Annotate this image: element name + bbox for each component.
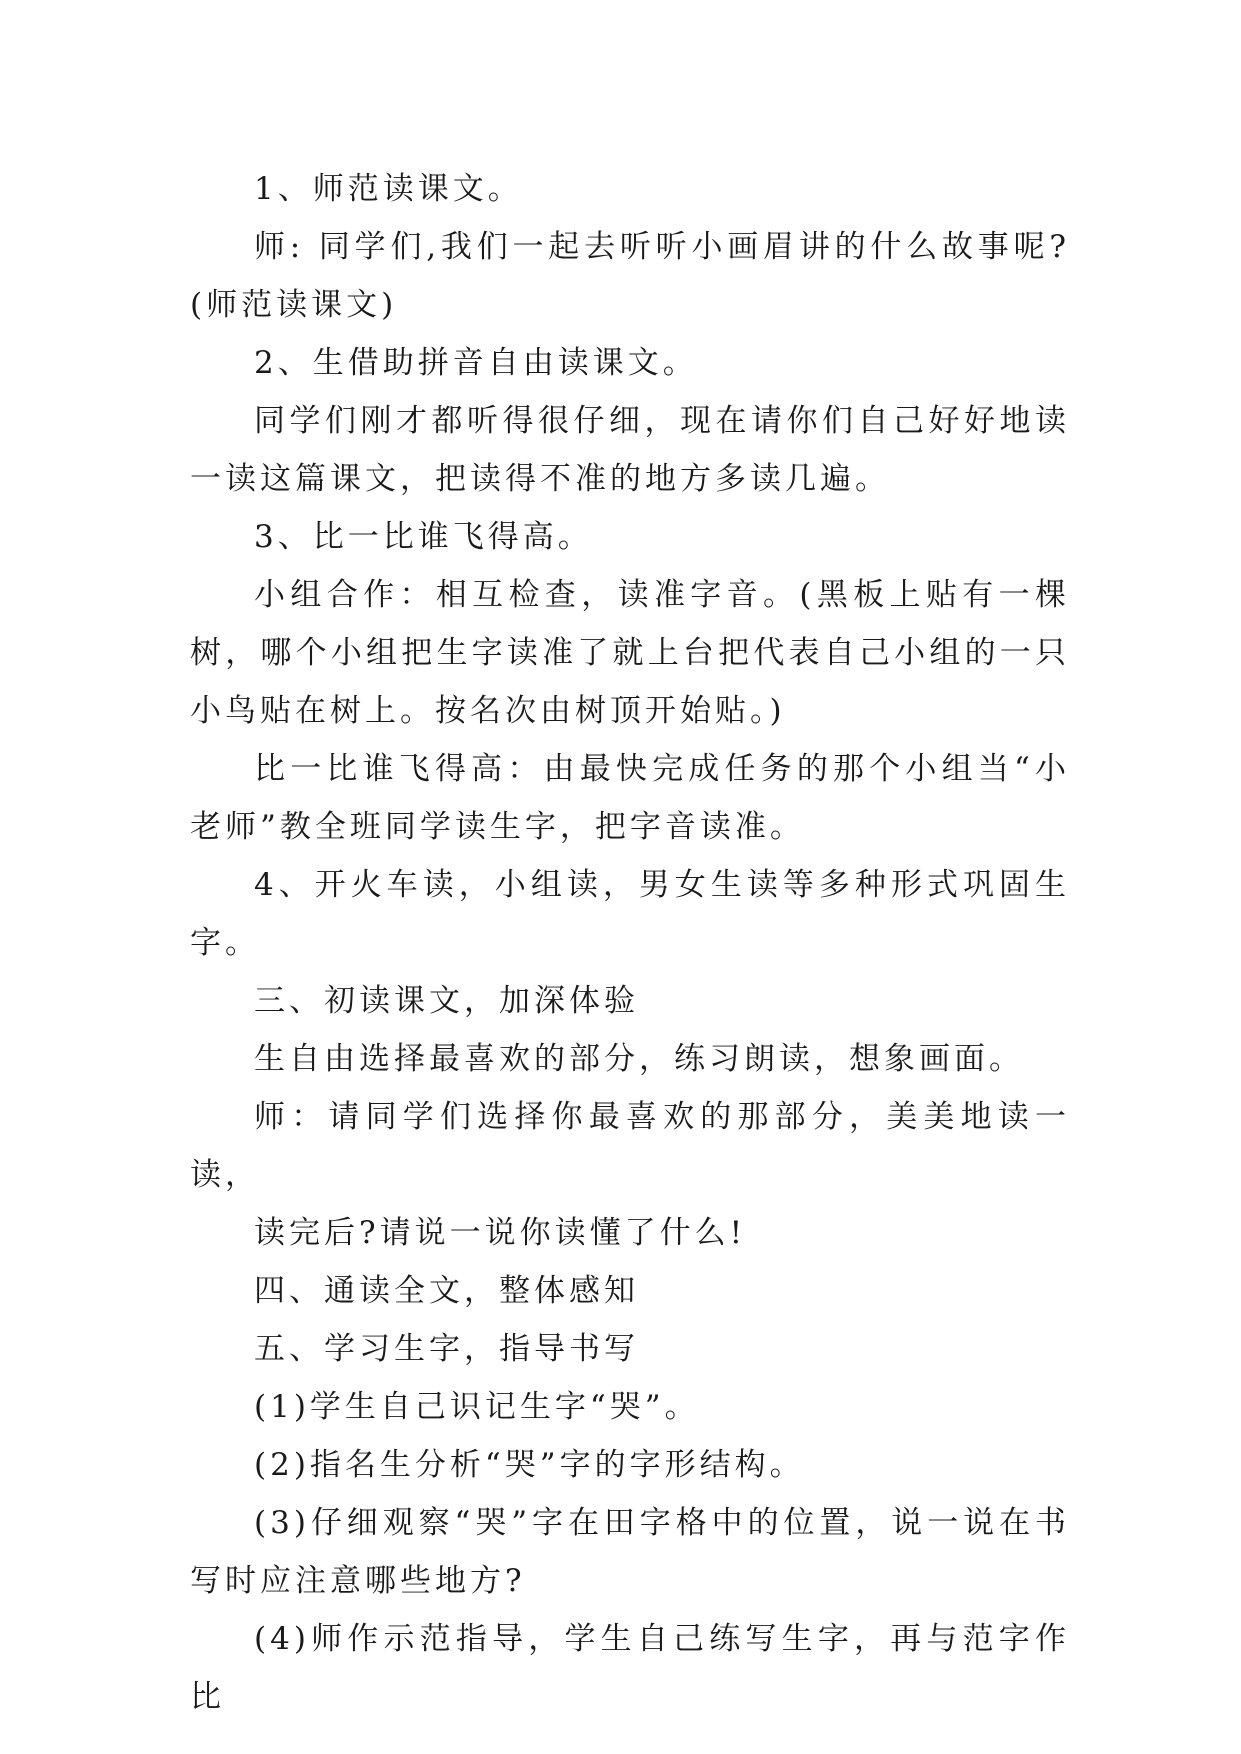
- paragraph: 3、比一比谁飞得高。: [254, 519, 593, 555]
- paragraph: (2)指名生分析“哭”字的字形结构。: [254, 1447, 805, 1483]
- section-heading: 四、通读全文，整体感知: [254, 1273, 639, 1309]
- paragraph: 4、开火车读，小组读，男女生读等多种形式巩固生字。: [190, 867, 1070, 961]
- paragraph: 师: 同学们,我们一起去听听小画眉讲的什么故事呢?(师范读课文): [190, 229, 1070, 323]
- paragraph: 读完后?请说一说你读懂了什么!: [254, 1215, 747, 1251]
- paragraph: 2、生借助拼音自由读课文。: [254, 345, 698, 381]
- paragraph: 生自由选择最喜欢的部分，练习朗读，想象画面。: [254, 1041, 1024, 1077]
- paragraph: (1)学生自己识记生字“哭”。: [254, 1389, 700, 1425]
- document-body: [190, 160, 1070, 1726]
- section-heading: 五、学习生字，指导书写: [254, 1331, 639, 1367]
- paragraph: 小组合作：相互检查，读准字音。(黑板上贴有一棵树，哪个小组把生字读准了就上台把代表自己小组的一只小鸟贴在树上。按名次由树顶开始贴。): [190, 577, 1070, 729]
- paragraph: 1、师范读课文。: [254, 171, 523, 207]
- section-heading: 三、初读课文，加深体验: [254, 983, 639, 1019]
- paragraph: 比一比谁飞得高：由最快完成任务的那个小组当“小老师”教全班同学读生字，把字音读准。: [190, 751, 1070, 845]
- paragraph: (4)师作示范指导，学生自己练写生字，再与范字作比: [190, 1621, 1070, 1715]
- paragraph: 师：请同学们选择你最喜欢的那部分，美美地读一读，: [190, 1099, 1070, 1193]
- paragraph: (3)仔细观察“哭”字在田字格中的位置，说一说在书写时应注意哪些地方?: [190, 1505, 1070, 1599]
- paragraph: 同学们刚才都听得很仔细，现在请你们自己好好地读一读这篇课文，把读得不准的地方多读几遍。: [190, 403, 1070, 497]
